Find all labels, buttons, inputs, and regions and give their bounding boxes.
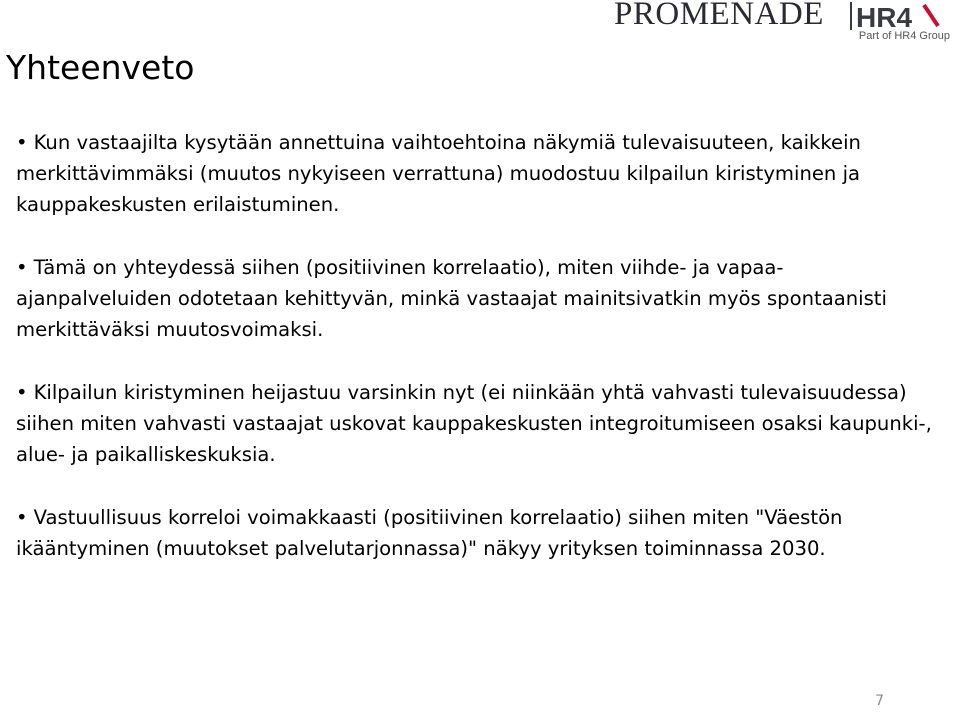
bullet-text: Kilpailun kiristyminen heijastuu varsinkin nyt (ei niinkään yhtä vahvasti tulevaisuudessa) siihen miten vahvasti vastaajat uskovat kauppakeskusten integroitumiseen osaksi kaupunki-, alue- ja paikalliskeskuksia.	[16, 381, 932, 466]
bullet-item	[16, 502, 936, 564]
logo-tagline: Part of HR4 Group	[858, 30, 950, 42]
bullet-text: Vastuullisuus korreloi voimakkaasti (positiivinen korrelaatio) siihen miten "Väestön ikääntyminen (muutokset palvelutarjonnassa)" näkyy yrityksen toiminnassa 2030.	[16, 506, 843, 560]
bullet-glyph: •	[16, 381, 28, 404]
logo-wordmark: PROMENADE	[614, 0, 824, 32]
bullet-glyph: •	[16, 506, 28, 529]
company-logo	[614, 0, 954, 46]
page-number: 7	[875, 693, 884, 709]
bullet-text: Tämä on yhteydessä siihen (positiivinen korrelaatio), miten viihde- ja vapaa-ajanpalveluiden odotetaan kehittyvän, minkä vastaajat mainitsivatkin myös spontaanisti merkittäväksi muutosvoimaksi.	[16, 256, 887, 341]
bullet-item	[16, 377, 936, 470]
bullet-list	[16, 127, 936, 596]
hr4-logo-mark	[850, 2, 954, 30]
bullet-item	[16, 127, 936, 220]
bullet-glyph: •	[16, 131, 28, 154]
bullet-text: Kun vastaajilta kysytään annettuina vaihtoehtoina näkymiä tulevaisuuteen, kaikkein merkittävimmäksi (muutos nykyiseen verrattuna) muodostuu kilpailun kiristyminen ja kauppakeskusten erilaistuminen.	[16, 131, 861, 216]
bullet-glyph: •	[16, 256, 28, 279]
slide-title: Yhteenveto	[6, 48, 195, 87]
bullet-item	[16, 252, 936, 345]
logo-mark-text: HR4	[856, 2, 913, 30]
